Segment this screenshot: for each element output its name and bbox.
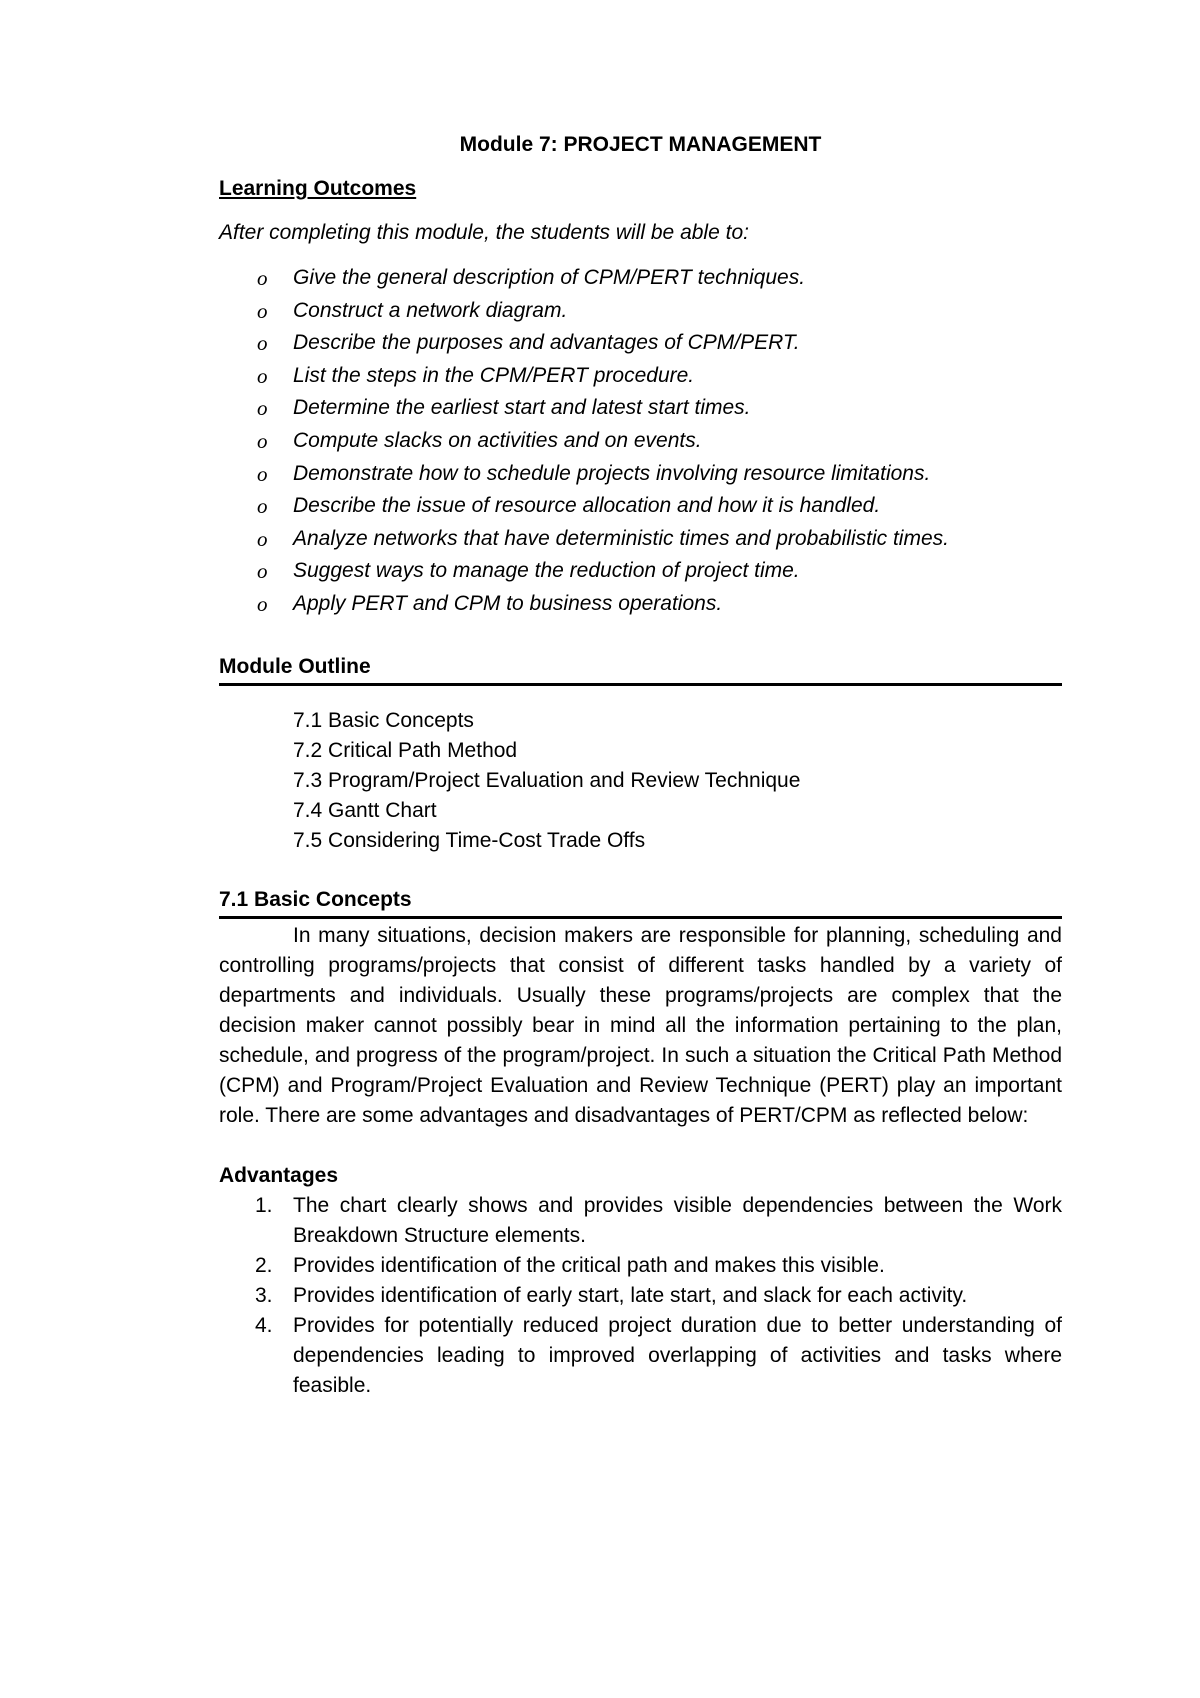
basic-concepts-paragraph: In many situations, decision makers are responsible for planning, scheduling and controlling programs/projects that consist of different tasks handled by a variety of departments and individuals. Usually these programs/projects are complex that the decision maker cannot possibly bear in mind all the information pertaining to the plan, schedule, and progress of the program/project. In such a situation the Critical Path Method (CPM) and Program/Project Evaluation and Review Technique (PERT) play an important role. There are some advantages and disadvantages of PERT/CPM as reflected below: [219,923,1062,1127]
bullet-icon: o [257,559,268,584]
list-item [219,392,1062,425]
outline-item: 7.3 Program/Project Evaluation and Review Technique [293,768,801,792]
advantage-item [219,1191,1062,1251]
list-item [219,490,1062,523]
list-item-text: Suggest ways to manage the reduction of project time. [293,559,800,583]
learning-outcomes-list [219,262,1062,621]
learning-outcomes-heading: Learning Outcomes [219,177,417,200]
bullet-icon: o [257,266,268,290]
outline-item: 7.1 Basic Concepts [293,708,474,732]
list-item [219,523,1062,556]
list-item [219,555,1062,588]
basic-concepts-heading: 7.1 Basic Concepts [219,886,1062,919]
list-item [219,295,1062,328]
page-title: Module 7: PROJECT MANAGEMENT [459,133,822,156]
outline-item: 7.2 Critical Path Method [293,738,518,762]
list-item-text: Describe the issue of resource allocation and how it is handled. [293,494,881,518]
bullet-icon: o [257,526,268,551]
list-item-text: Give the general description of CPM/PERT techniques. [293,266,806,289]
advantage-text: Provides identification of the critical path and makes this visible. [293,1253,885,1277]
advantage-item [219,1281,1062,1311]
bullet-icon: o [257,428,268,453]
bullet-icon: o [257,396,268,421]
learning-outcomes-intro: After completing this module, the students will be able to: [219,221,749,244]
advantage-text: Provides for potentially reduced project duration due to better understanding of dependencies leading to improved overlapping of activities and tasks where feasible. [293,1313,1062,1397]
item-number: 2. [255,1253,273,1277]
advantage-text: Provides identification of early start, late start, and slack for each activity. [293,1283,968,1307]
advantages-heading: Advantages [219,1163,339,1187]
list-item [219,327,1062,360]
list-item [219,458,1062,491]
list-item-text: Determine the earliest start and latest start times. [293,396,751,420]
item-number: 4. [255,1313,273,1337]
list-item [219,588,1062,621]
advantage-item [219,1311,1062,1401]
bullet-icon: o [257,331,268,356]
advantages-list [219,1191,1062,1401]
module-outline-heading: Module Outline [219,653,1062,686]
list-item [219,360,1062,393]
bullet-icon: o [257,494,268,519]
list-item-text: Analyze networks that have deterministic times and probabilistic times. [293,526,949,550]
list-item-text: Compute slacks on activities and on events. [293,428,702,452]
item-number: 1. [255,1193,273,1217]
bullet-icon: o [257,591,268,616]
advantage-text: The chart clearly shows and provides visible dependencies between the Work Breakdown Structure elements. [293,1193,1062,1247]
outline-item: 7.5 Considering Time-Cost Trade Offs [293,828,646,852]
item-number: 3. [255,1283,273,1307]
list-item-text: Demonstrate how to schedule projects involving resource limitations. [293,461,931,485]
list-item-text: Construct a network diagram. [293,298,568,322]
list-item-text: List the steps in the CPM/PERT procedure. [293,363,695,387]
outline-item: 7.4 Gantt Chart [293,798,437,822]
list-item-text: Apply PERT and CPM to business operations. [293,591,723,615]
document-page [219,130,1062,1401]
advantage-item [219,1251,1062,1281]
module-outline-list [219,706,1062,856]
list-item-text: Describe the purposes and advantages of CPM/PERT. [293,331,800,355]
bullet-icon: o [257,461,268,486]
bullet-icon: o [257,363,268,388]
bullet-icon: o [257,298,268,323]
list-item [219,425,1062,458]
list-item [219,262,1062,295]
